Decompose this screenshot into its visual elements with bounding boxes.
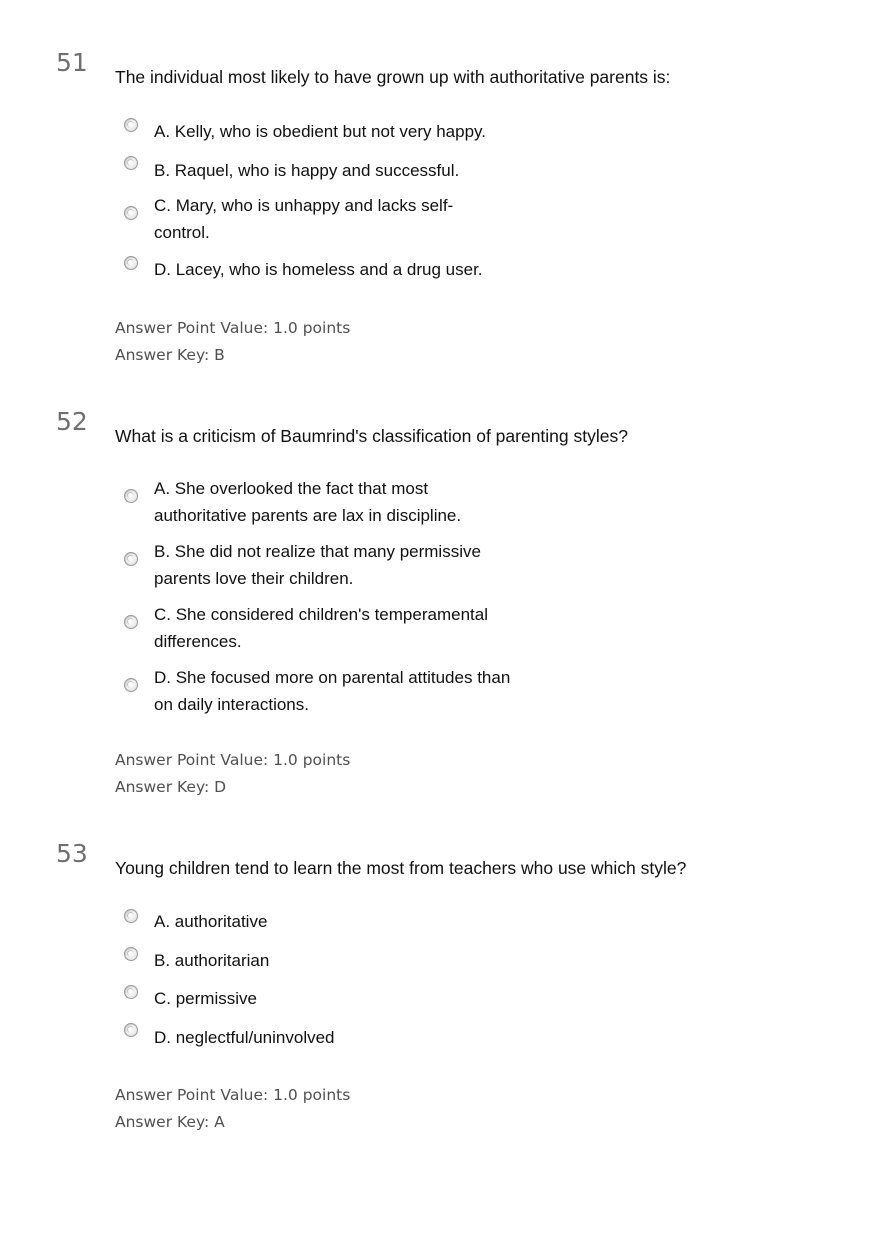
- radio-button-icon[interactable]: [124, 156, 138, 170]
- option-label[interactable]: A. authoritative: [154, 912, 268, 931]
- question-text: What is a criticism of Baumrind's classification of parenting styles?: [115, 426, 628, 446]
- option-label[interactable]: B. authoritarian: [154, 951, 270, 970]
- option-label[interactable]: C. She considered children's temperamental differences.: [154, 605, 488, 651]
- question-number: 51: [56, 48, 88, 77]
- option-label[interactable]: D. neglectful/uninvolved: [154, 1028, 335, 1047]
- radio-button-icon[interactable]: [124, 206, 138, 220]
- answer-key: Answer Key: A: [115, 1113, 225, 1131]
- option-label[interactable]: D. Lacey, who is homeless and a drug user.: [154, 260, 483, 279]
- radio-button-icon[interactable]: [124, 615, 138, 629]
- radio-button-icon[interactable]: [124, 552, 138, 566]
- question-text: The individual most likely to have grown up with authoritative parents is:: [115, 67, 671, 87]
- answer-key: Answer Key: B: [115, 346, 225, 364]
- radio-button-icon[interactable]: [124, 256, 138, 270]
- question-number: 53: [56, 839, 88, 868]
- option-label[interactable]: C. permissive: [154, 989, 257, 1008]
- radio-button-icon[interactable]: [124, 947, 138, 961]
- option-label[interactable]: C. Mary, who is unhappy and lacks self-control.: [154, 196, 454, 242]
- radio-button-icon[interactable]: [124, 985, 138, 999]
- option-label[interactable]: D. She focused more on parental attitudes than on daily interactions.: [154, 668, 511, 714]
- answer-point-value: Answer Point Value: 1.0 points: [115, 319, 351, 337]
- question-text: Young children tend to learn the most from teachers who use which style?: [115, 858, 687, 878]
- answer-point-value: Answer Point Value: 1.0 points: [115, 751, 351, 769]
- question-number: 52: [56, 407, 88, 436]
- option-label[interactable]: A. Kelly, who is obedient but not very happy.: [154, 122, 487, 141]
- radio-button-icon[interactable]: [124, 118, 138, 132]
- radio-button-icon[interactable]: [124, 489, 138, 503]
- option-label[interactable]: A. She overlooked the fact that most authoritative parents are lax in discipline.: [154, 479, 462, 525]
- answer-key: Answer Key: D: [115, 778, 227, 796]
- radio-button-icon[interactable]: [124, 678, 138, 692]
- radio-button-icon[interactable]: [124, 1023, 138, 1037]
- radio-button-icon[interactable]: [124, 909, 138, 923]
- answer-point-value: Answer Point Value: 1.0 points: [115, 1086, 351, 1104]
- option-label[interactable]: B. Raquel, who is happy and successful.: [154, 161, 460, 180]
- option-label[interactable]: B. She did not realize that many permissive parents love their children.: [154, 542, 481, 588]
